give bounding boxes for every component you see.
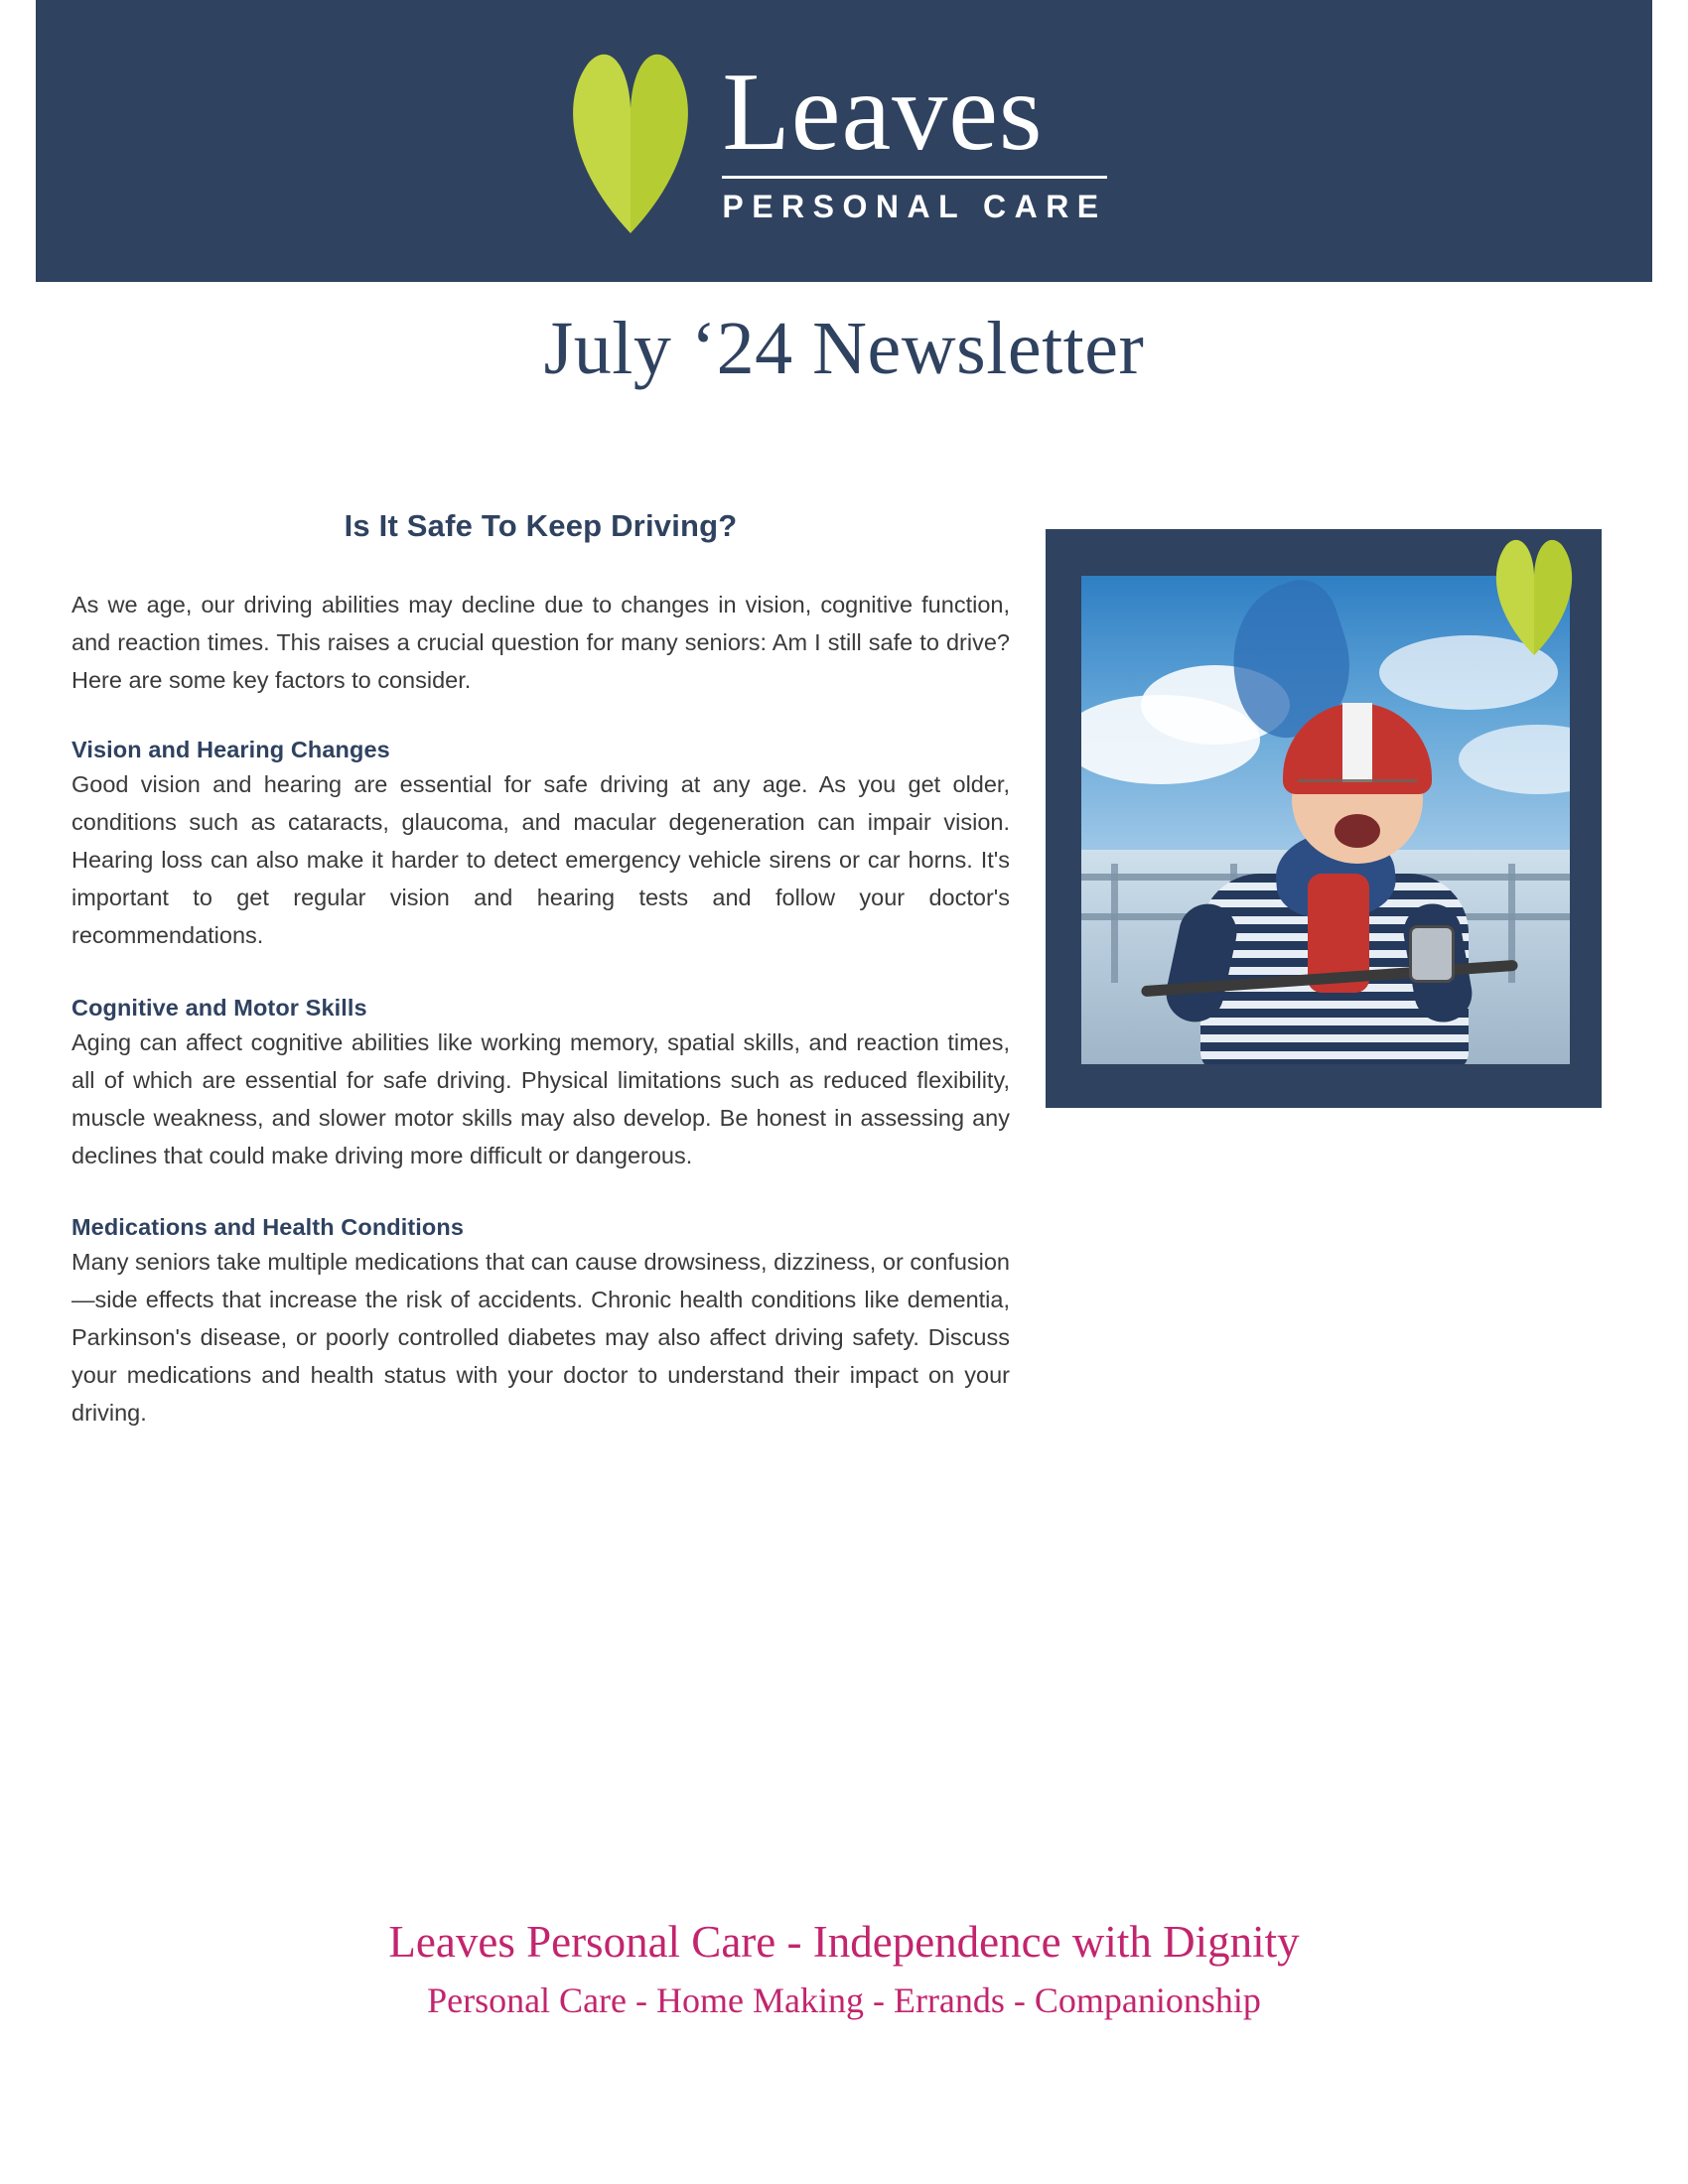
- photo-frame: [1046, 529, 1602, 1108]
- leaf-accent-icon: [1488, 535, 1580, 656]
- photo-mirror: [1409, 925, 1455, 983]
- article-heading: Is It Safe To Keep Driving?: [344, 508, 738, 543]
- footer: [0, 1916, 1688, 2021]
- header-bar: [36, 0, 1652, 282]
- photo-post: [1111, 864, 1118, 983]
- article-intro: As we age, our driving abilities may decline due to changes in vision, cognitive function, and reaction times. This raises a crucial question for many seniors: Am I still safe to drive? Here are some key factors to consider.: [71, 592, 1010, 694]
- logo-divider: [722, 176, 1106, 179]
- section-body: Good vision and hearing are essential for safe driving at any age. As you get older, conditions such as cataracts, glaucoma, and macular degeneration can impair vision. Hearing loss can also make it harder to detect emergency vehicle sirens or car horns. It's important to get regular vision and hearing tests and follow your doctor's recommendations.: [71, 771, 1010, 949]
- section-body: Many seniors take multiple medications that can cause drowsiness, dizziness, or confusion—side effects that increase the risk of accidents. Chronic health conditions like dementia, Parkinson's disease, or poorly controlled diabetes may also affect driving safety. Discuss your medications and health status with your doctor to understand their impact on your driving.: [71, 1248, 1010, 1426]
- brand-wordmark: [722, 51, 1107, 225]
- photo-helmet-stripe: [1342, 703, 1372, 782]
- footer-line-1: Leaves Personal Care - Independence with Dignity: [388, 1917, 1300, 1967]
- section-subhead: Cognitive and Motor Skills: [71, 994, 367, 1021]
- page-title: July ‘24 Newsletter: [543, 307, 1145, 390]
- article-section: [71, 1214, 1010, 1432]
- article-column: [71, 508, 1010, 1471]
- brand-tagline: PERSONAL CARE: [722, 189, 1107, 224]
- article-section: [71, 737, 1010, 954]
- photo-glasses: [1298, 779, 1417, 804]
- brand-name: Leaves: [722, 51, 1044, 174]
- leaf-icon: [561, 47, 700, 235]
- section-subhead: Vision and Hearing Changes: [71, 737, 390, 763]
- section-subhead: Medications and Health Conditions: [71, 1213, 464, 1240]
- brand-logo: [561, 47, 1106, 235]
- section-body: Aging can affect cognitive abilities like working memory, spatial skills, and reaction times, all of which are essential for safe driving. Physical limitations such as reduced flexibility, muscle weakness, and slower motor skills may also develop. Be honest in assessing any declines that could make driving more difficult or dangerous.: [71, 1028, 1010, 1168]
- footer-line-2: Personal Care - Home Making - Errands - Companionship: [427, 1980, 1261, 2020]
- photo-mouth: [1335, 814, 1380, 848]
- article-section: [71, 995, 1010, 1174]
